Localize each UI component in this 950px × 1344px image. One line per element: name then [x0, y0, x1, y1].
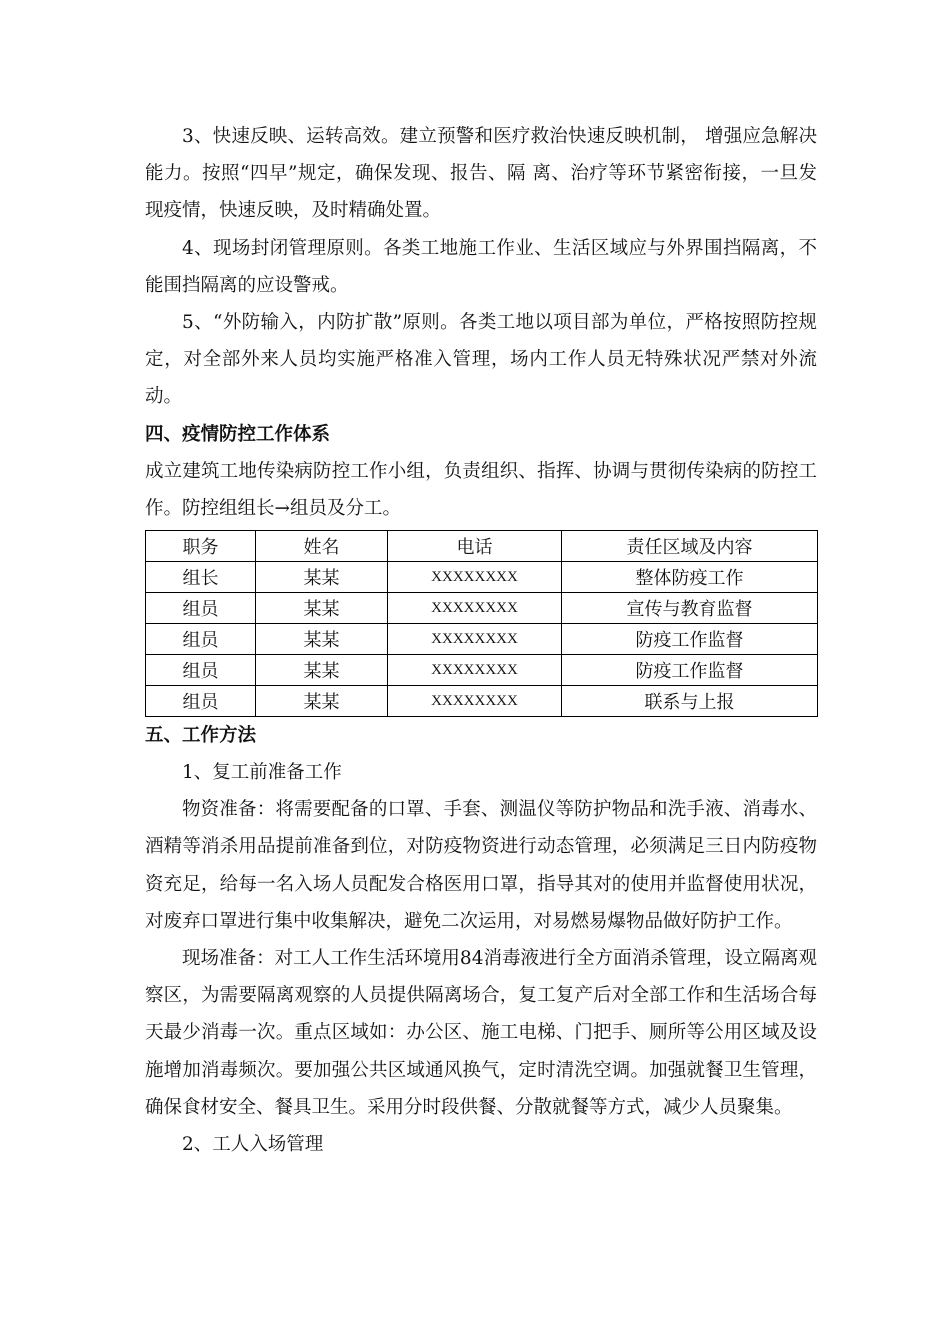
cell-phone: XXXXXXXX [388, 593, 562, 624]
subheading-1: 1、复工前准备工作 [182, 762, 342, 784]
section-heading-4: 四、疫情防控工作体系 [145, 423, 331, 445]
cell-responsibility: 整体防疫工作 [562, 562, 818, 593]
paragraph-site: 现场准备：对工人工作生活环境用84消毒液进行全方面消杀管理，设立隔离观察区，为需要隔离观察的人员提供隔离场合，复工复产后对全部工作和生活场合每天最少消毒一次。重点区域如：办公区、施工电梯、门把手、厕所等公用区域及设施增加消毒频次。要加强公共区域通风换气，定时清洗空调。加强就餐卫生管理，确保食材安全、餐具卫生。采用分时段供餐、分散就餐等方式，减少人员聚集。 [145, 948, 817, 1118]
header-name: 姓名 [256, 531, 388, 562]
table-header-row [146, 531, 818, 562]
cell-name: 某某 [256, 562, 388, 593]
document-body [145, 118, 817, 1163]
cell-role: 组员 [146, 686, 256, 717]
header-phone: 电话 [388, 531, 562, 562]
table-row [146, 686, 818, 717]
cell-responsibility: 防疫工作监督 [562, 655, 818, 686]
cell-name: 某某 [256, 593, 388, 624]
section-4-intro: 成立建筑工地传染病防控工作小组，负责组织、指挥、协调与贯彻传染病的防控工作。防控组组长→组员及分工。 [145, 460, 817, 519]
cell-name: 某某 [256, 686, 388, 717]
cell-responsibility: 宣传与教育监督 [562, 593, 818, 624]
header-role: 职务 [146, 531, 256, 562]
cell-phone: XXXXXXXX [388, 624, 562, 655]
cell-phone: XXXXXXXX [388, 562, 562, 593]
section-heading-5: 五、工作方法 [145, 725, 257, 747]
cell-role: 组员 [146, 593, 256, 624]
team-table [145, 530, 818, 717]
cell-name: 某某 [256, 655, 388, 686]
table-row [146, 562, 818, 593]
cell-role: 组长 [146, 562, 256, 593]
cell-responsibility: 防疫工作监督 [562, 624, 818, 655]
cell-role: 组员 [146, 655, 256, 686]
cell-phone: XXXXXXXX [388, 655, 562, 686]
paragraph-principle-3: 3、快速反映、运转高效。建立预警和医疗救治快速反映机制， 增强应急解决能力。按照“四早”规定，确保发现、报告、隔 离、治疗等环节紧密衔接，一旦发现疫情，快速反映，及时精确处置。 [145, 126, 817, 222]
cell-role: 组员 [146, 624, 256, 655]
cell-responsibility: 联系与上报 [562, 686, 818, 717]
cell-name: 某某 [256, 624, 388, 655]
paragraph-principle-4: 4、现场封闭管理原则。各类工地施工作业、生活区域应与外界围挡隔离，不能围挡隔离的应设警戒。 [145, 237, 817, 296]
cell-phone: XXXXXXXX [388, 686, 562, 717]
table-row [146, 593, 818, 624]
paragraph-principle-5: 5、“外防输入，内防扩散”原则。各类工地以项目部为单位，严格按照防控规定，对全部外来人员均实施严格准入管理，场内工作人员无特殊状况严禁对外流动。 [145, 312, 817, 408]
subheading-2: 2、工人入场管理 [182, 1134, 324, 1156]
table-row [146, 624, 818, 655]
paragraph-materials: 物资准备：将需要配备的口罩、手套、测温仪等防护物品和洗手液、消毒水、酒精等消杀用品提前准备到位，对防疫物资进行动态管理，必须满足三日内防疫物资充足，给每一名入场人员配发合格医用口罩，指导其对的使用并监督使用状况，对废弃口罩进行集中收集解决，避免二次运用，对易燃易爆物品做好防护工作。 [145, 799, 817, 932]
header-responsibility: 责任区域及内容 [562, 531, 818, 562]
table-row [146, 655, 818, 686]
